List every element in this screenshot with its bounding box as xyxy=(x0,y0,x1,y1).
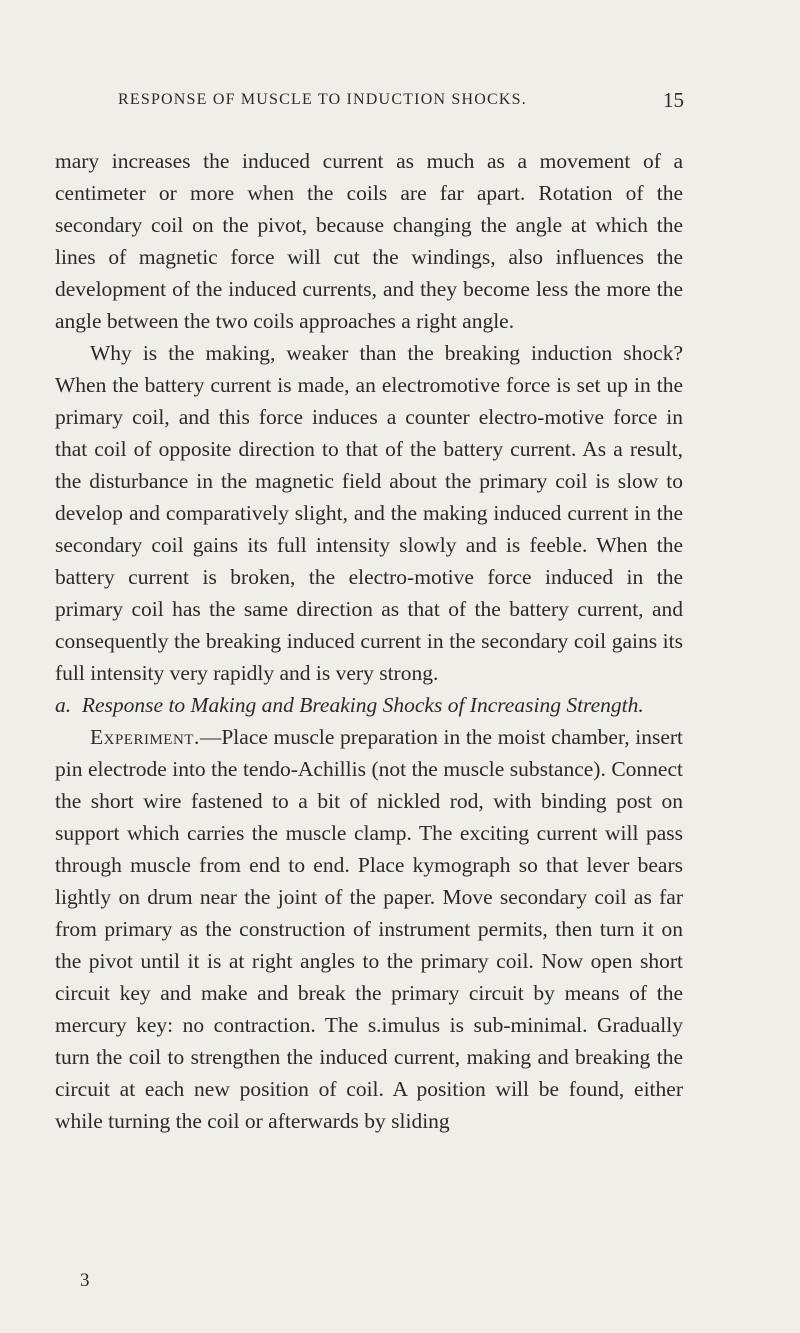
running-title: RESPONSE OF MUSCLE TO INDUCTION SHOCKS. xyxy=(118,91,527,108)
paragraph-continuation: mary increases the induced current as much as a movement of a centimeter or more when the coils are far apart. Rotation of the secondary coil on the pivot, because changing the angle at which the lines of magnetic force will cut the windings, also influences the development of the induced currents, and they become less the more the angle between the two coils approaches a right angle. xyxy=(55,149,683,333)
running-head xyxy=(118,88,684,112)
page-number: 15 xyxy=(663,88,684,112)
body-text xyxy=(55,145,683,1137)
section-title: Response to Making and Breaking Shocks of Increasing Strength. xyxy=(81,693,644,717)
paragraph-experiment xyxy=(55,721,683,1137)
section-heading xyxy=(55,689,683,721)
experiment-text: —Place muscle preparation in the moist chamber, insert pin electrode into the tendo-Achillis (not the muscle substance). Connect the short wire fastened to a bit of nickled rod, with binding post on support which carries the muscle clamp. The exciting current will pass through muscle from end to end. Place kymograph so that lever bears lightly on drum near the joint of the paper. Move secondary coil as far from primary as the construction of instrument permits, then turn it on the pivot until it is at right angles to the primary coil. Now open short circuit key and make and break the primary circuit by means of the mercury key: no contraction. The s.imulus is sub-minimal. Gradually turn the coil to strengthen the induced current, making and breaking the circuit at each new position of coil. A position will be found, either while turning the coil or afterwards by sliding xyxy=(55,725,683,1133)
signature-mark: 3 xyxy=(80,1270,90,1291)
experiment-lead: Experiment. xyxy=(90,725,200,749)
paragraph-making-breaking: Why is the making, weaker than the breaking induction shock? When the battery current is made, an electromotive force is set up in the primary coil, and this force induces a counter electro-motive force in that coil of opposite direction to that of the battery current. As a result, the disturbance in the magnetic field about the primary coil is slow to develop and comparatively slight, and the making induced current in the secondary coil gains its full intensity slowly and is feeble. When the battery current is broken, the electro-motive force induced in the primary coil has the same direction as that of the battery current, and consequently the breaking induced current in the secondary coil gains its full intensity very rapidly and is very strong. xyxy=(55,341,683,685)
section-letter: a. xyxy=(55,693,72,717)
